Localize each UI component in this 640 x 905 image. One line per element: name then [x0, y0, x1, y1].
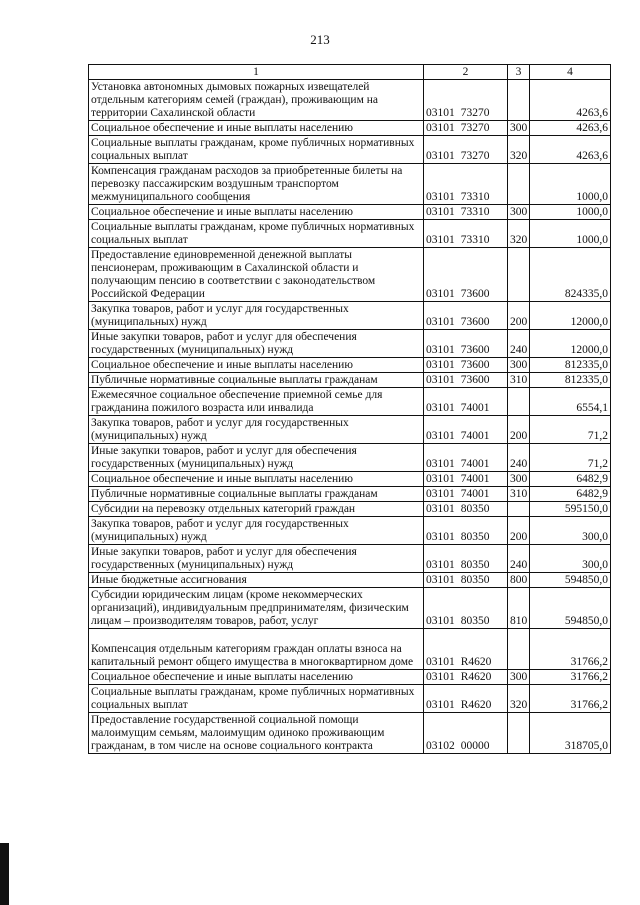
row-code	[424, 80, 508, 121]
table-row	[89, 685, 611, 713]
table-row	[89, 545, 611, 573]
row-expense-type: 320	[508, 220, 530, 248]
row-code	[424, 517, 508, 545]
row-program-code: 03101	[426, 531, 455, 543]
row-amount: 6482,9	[530, 487, 611, 502]
row-amount: 4263,6	[530, 121, 611, 136]
row-expense-type: 300	[508, 670, 530, 685]
table-row	[89, 373, 611, 388]
row-item-code: 73600	[460, 288, 490, 300]
row-item-code: 73600	[460, 374, 490, 386]
row-item-code: 80350	[460, 615, 490, 627]
table-row	[89, 248, 611, 302]
row-expense-type: 240	[508, 444, 530, 472]
row-expense-type	[508, 164, 530, 205]
row-expense-type	[508, 713, 530, 754]
table-row	[89, 573, 611, 588]
row-name: Иные закупки товаров, работ и услуг для обеспечения государственных (муниципальных) нужд	[89, 444, 424, 472]
row-item-code: 73600	[460, 344, 490, 356]
row-program-code: 03101	[426, 671, 455, 683]
row-program-code: 03101	[426, 615, 455, 627]
row-amount: 1000,0	[530, 205, 611, 220]
row-item-code: 80350	[460, 559, 490, 571]
row-program-code: 03101	[426, 488, 455, 500]
row-amount: 6482,9	[530, 472, 611, 487]
row-name: Компенсация отдельным категориям граждан оплаты взноса на капитальный ремонт общего имущества в многоквартирном доме	[89, 629, 424, 670]
row-amount: 31766,2	[530, 670, 611, 685]
row-program-code: 03101	[426, 344, 455, 356]
row-code	[424, 248, 508, 302]
row-amount: 12000,0	[530, 330, 611, 358]
row-program-code: 03101	[426, 374, 455, 386]
header-cell-type: 3	[508, 65, 530, 80]
row-amount: 812335,0	[530, 358, 611, 373]
row-program-code: 03101	[426, 191, 455, 203]
header-cell-amount: 4	[530, 65, 611, 80]
row-name: Субсидии юридическим лицам (кроме некоммерческих организаций), индивидуальным предпринимателям, физическим лицам – производителям товаров, работ, услуг	[89, 588, 424, 629]
page-number: 213	[310, 32, 330, 47]
row-code	[424, 358, 508, 373]
row-expense-type: 240	[508, 545, 530, 573]
row-amount: 6554,1	[530, 388, 611, 416]
table-row	[89, 164, 611, 205]
row-code	[424, 164, 508, 205]
row-code	[424, 416, 508, 444]
row-program-code: 03101	[426, 430, 455, 442]
row-expense-type	[508, 502, 530, 517]
table-row	[89, 670, 611, 685]
row-expense-type	[508, 388, 530, 416]
header-row	[89, 65, 611, 80]
row-expense-type: 240	[508, 330, 530, 358]
row-expense-type	[508, 80, 530, 121]
table-row	[89, 205, 611, 220]
row-amount: 12000,0	[530, 302, 611, 330]
row-name: Публичные нормативные социальные выплаты гражданам	[89, 487, 424, 502]
row-name: Субсидии на перевозку отдельных категорий граждан	[89, 502, 424, 517]
row-item-code: R4620	[460, 699, 492, 711]
row-item-code: 74001	[460, 473, 490, 485]
row-amount: 318705,0	[530, 713, 611, 754]
row-name: Социальное обеспечение и иные выплаты населению	[89, 670, 424, 685]
row-amount: 31766,2	[530, 629, 611, 670]
table-row	[89, 388, 611, 416]
row-item-code: 80350	[460, 503, 490, 515]
row-name: Иные закупки товаров, работ и услуг для обеспечения государственных (муниципальных) нужд	[89, 545, 424, 573]
table-row	[89, 472, 611, 487]
row-code	[424, 136, 508, 164]
row-item-code: 00000	[460, 740, 490, 752]
row-name: Компенсация гражданам расходов за приобретенные билеты на перевозку пассажирским воздушным транспортом межмуниципального сообщения	[89, 164, 424, 205]
row-amount: 71,2	[530, 444, 611, 472]
row-program-code: 03101	[426, 473, 455, 485]
row-amount: 4263,6	[530, 136, 611, 164]
row-expense-type: 300	[508, 205, 530, 220]
row-code	[424, 588, 508, 629]
row-expense-type: 310	[508, 373, 530, 388]
row-expense-type: 800	[508, 573, 530, 588]
row-item-code: R4620	[460, 656, 492, 668]
row-code	[424, 685, 508, 713]
row-expense-type: 300	[508, 121, 530, 136]
row-program-code: 03101	[426, 206, 455, 218]
row-code	[424, 302, 508, 330]
row-amount: 594850,0	[530, 573, 611, 588]
row-name: Социальные выплаты гражданам, кроме публичных нормативных социальных выплат	[89, 220, 424, 248]
row-name: Закупка товаров, работ и услуг для государственных (муниципальных) нужд	[89, 416, 424, 444]
scan-edge-mark	[0, 843, 9, 905]
row-name: Установка автономных дымовых пожарных извещателей отдельным категориям семей (граждан), проживающим на территории Сахалинской области	[89, 80, 424, 121]
row-program-code: 03101	[426, 699, 455, 711]
table-row	[89, 629, 611, 670]
row-item-code: 80350	[460, 531, 490, 543]
row-item-code: 73270	[460, 107, 490, 119]
row-amount: 300,0	[530, 517, 611, 545]
row-expense-type: 200	[508, 416, 530, 444]
row-amount: 824335,0	[530, 248, 611, 302]
row-amount: 1000,0	[530, 164, 611, 205]
row-code	[424, 502, 508, 517]
row-name: Предоставление единовременной денежной выплаты пенсионерам, проживающим в Сахалинской области и получающим пенсию в соответствии с законодательством Российской Федерации	[89, 248, 424, 302]
row-code	[424, 121, 508, 136]
table-row	[89, 80, 611, 121]
row-name: Социальные выплаты гражданам, кроме публичных нормативных социальных выплат	[89, 136, 424, 164]
row-name: Предоставление государственной социальной помощи малоимущим семьям, малоимущим одиноко проживающим гражданам, в том числе на основе социального контракта	[89, 713, 424, 754]
row-program-code: 03102	[426, 740, 455, 752]
row-name: Социальное обеспечение и иные выплаты населению	[89, 358, 424, 373]
row-code	[424, 220, 508, 248]
row-code	[424, 205, 508, 220]
row-item-code: 73310	[460, 206, 490, 218]
row-code	[424, 713, 508, 754]
row-item-code: 74001	[460, 458, 490, 470]
table-row	[89, 121, 611, 136]
row-code	[424, 444, 508, 472]
row-item-code: 73270	[460, 122, 490, 134]
table-row	[89, 330, 611, 358]
table-row	[89, 220, 611, 248]
table-row	[89, 713, 611, 754]
row-program-code: 03101	[426, 656, 455, 668]
row-program-code: 03101	[426, 574, 455, 586]
row-name: Социальное обеспечение и иные выплаты населению	[89, 472, 424, 487]
row-expense-type	[508, 248, 530, 302]
row-program-code: 03101	[426, 122, 455, 134]
row-code	[424, 472, 508, 487]
row-program-code: 03101	[426, 458, 455, 470]
row-program-code: 03101	[426, 316, 455, 328]
row-expense-type: 810	[508, 588, 530, 629]
row-code	[424, 545, 508, 573]
table-row	[89, 502, 611, 517]
header-cell-name: 1	[89, 65, 424, 80]
table-row	[89, 416, 611, 444]
row-name: Социальные выплаты гражданам, кроме публичных нормативных социальных выплат	[89, 685, 424, 713]
row-expense-type: 310	[508, 487, 530, 502]
row-name: Публичные нормативные социальные выплаты гражданам	[89, 373, 424, 388]
row-expense-type: 300	[508, 472, 530, 487]
row-name: Социальное обеспечение и иные выплаты населению	[89, 121, 424, 136]
row-item-code: 73600	[460, 359, 490, 371]
row-code	[424, 330, 508, 358]
row-program-code: 03101	[426, 503, 455, 515]
row-item-code: 73600	[460, 316, 490, 328]
row-item-code: 74001	[460, 430, 490, 442]
row-name: Иные закупки товаров, работ и услуг для обеспечения государственных (муниципальных) нужд	[89, 330, 424, 358]
row-amount: 300,0	[530, 545, 611, 573]
row-expense-type: 300	[508, 358, 530, 373]
row-expense-type: 320	[508, 685, 530, 713]
table-row	[89, 358, 611, 373]
row-item-code: 73310	[460, 191, 490, 203]
row-amount: 4263,6	[530, 80, 611, 121]
row-program-code: 03101	[426, 288, 455, 300]
budget-table	[88, 64, 611, 754]
row-expense-type	[508, 629, 530, 670]
row-code	[424, 670, 508, 685]
table-row	[89, 487, 611, 502]
row-expense-type: 200	[508, 517, 530, 545]
budget-table-body	[89, 65, 611, 754]
row-amount: 31766,2	[530, 685, 611, 713]
table-row	[89, 588, 611, 629]
row-program-code: 03101	[426, 402, 455, 414]
row-program-code: 03101	[426, 359, 455, 371]
table-row	[89, 136, 611, 164]
row-item-code: 73310	[460, 234, 490, 246]
row-program-code: 03101	[426, 559, 455, 571]
row-item-code: 73270	[460, 150, 490, 162]
row-amount: 1000,0	[530, 220, 611, 248]
row-program-code: 03101	[426, 150, 455, 162]
row-code	[424, 388, 508, 416]
row-item-code: 80350	[460, 574, 490, 586]
row-code	[424, 487, 508, 502]
row-expense-type: 320	[508, 136, 530, 164]
row-amount: 812335,0	[530, 373, 611, 388]
row-name: Ежемесячное социальное обеспечение приемной семье для гражданина пожилого возраста или инвалида	[89, 388, 424, 416]
row-item-code: 74001	[460, 488, 490, 500]
row-name: Иные бюджетные ассигнования	[89, 573, 424, 588]
table-row	[89, 517, 611, 545]
row-code	[424, 629, 508, 670]
row-item-code: R4620	[460, 671, 492, 683]
row-code	[424, 373, 508, 388]
row-program-code: 03101	[426, 234, 455, 246]
header-cell-code: 2	[424, 65, 508, 80]
row-name: Социальное обеспечение и иные выплаты населению	[89, 205, 424, 220]
row-code	[424, 573, 508, 588]
row-amount: 71,2	[530, 416, 611, 444]
row-program-code: 03101	[426, 107, 455, 119]
row-name: Закупка товаров, работ и услуг для государственных (муниципальных) нужд	[89, 302, 424, 330]
row-amount: 595150,0	[530, 502, 611, 517]
row-amount: 594850,0	[530, 588, 611, 629]
table-row	[89, 444, 611, 472]
table-row	[89, 302, 611, 330]
row-item-code: 74001	[460, 402, 490, 414]
row-name: Закупка товаров, работ и услуг для государственных (муниципальных) нужд	[89, 517, 424, 545]
row-expense-type: 200	[508, 302, 530, 330]
